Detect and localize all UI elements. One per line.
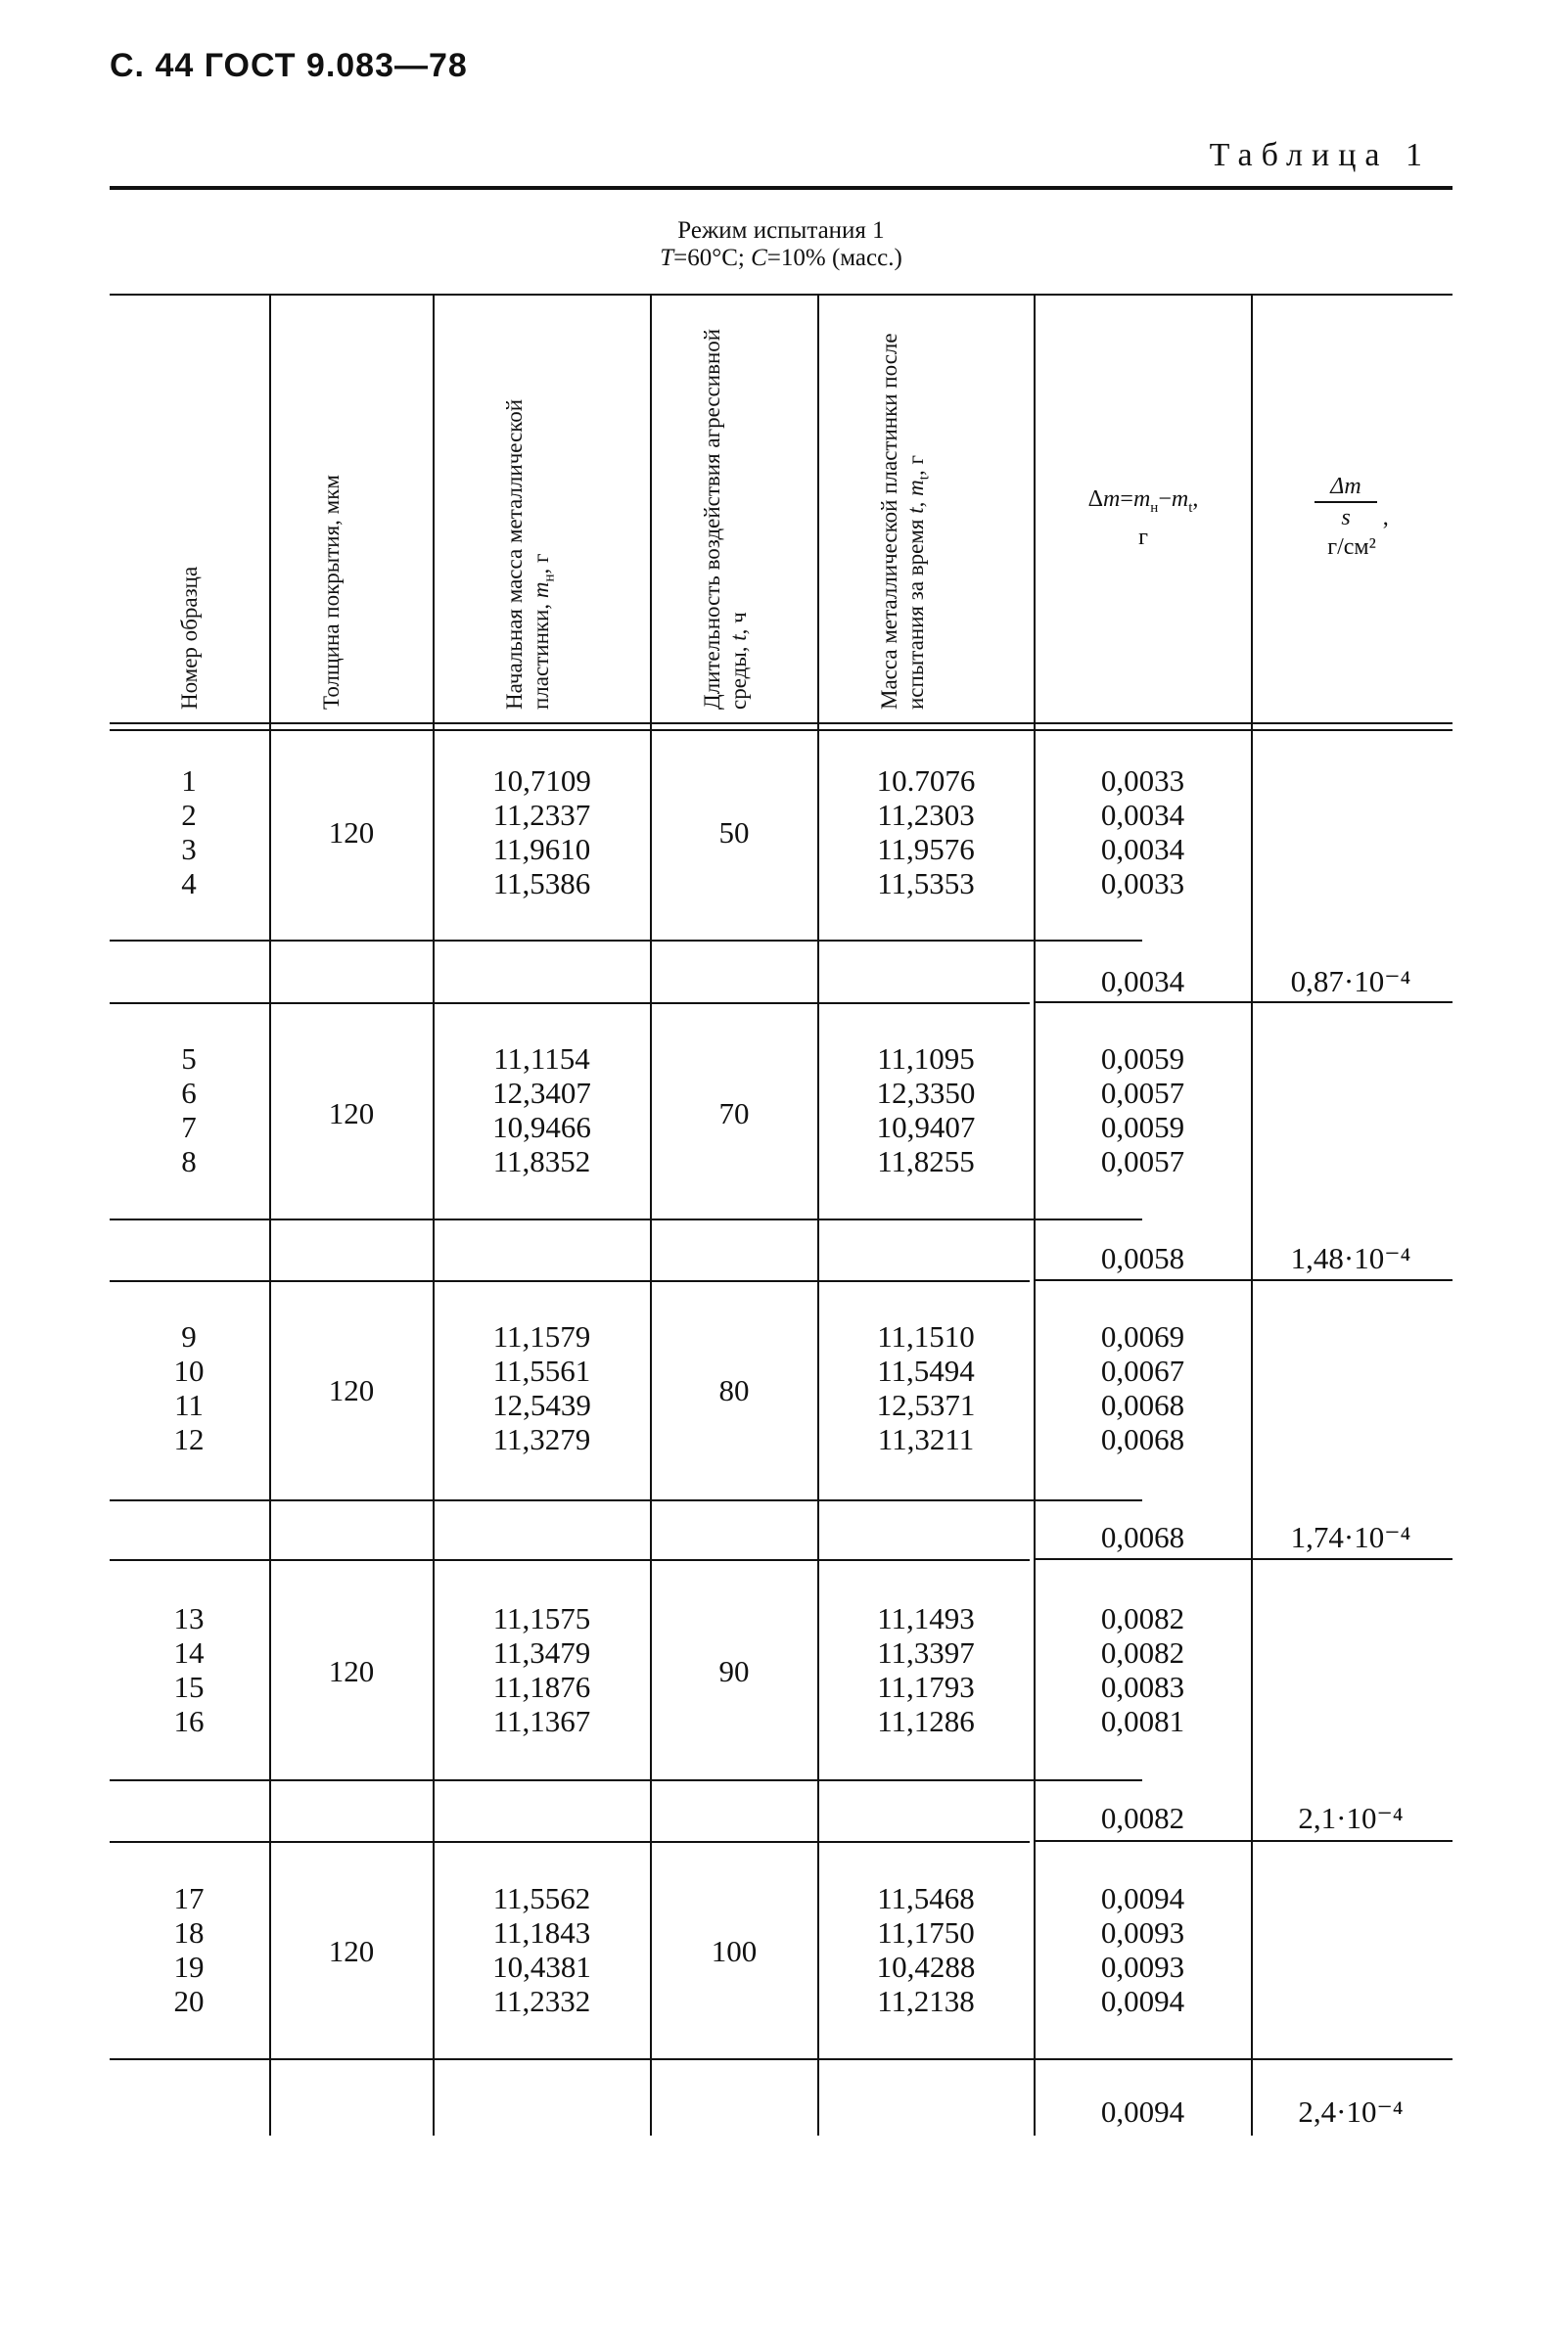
average-delta: 0,0034: [1100, 964, 1185, 998]
grid-vline: [433, 296, 435, 2136]
group-separator: [1036, 1558, 1453, 1560]
sample-numbers: 1 2 3 4: [181, 763, 197, 900]
group-separator: [1036, 1840, 1453, 1842]
mass-loss-per-area: 2,1·10⁻⁴: [1298, 1801, 1404, 1835]
mass-loss-per-area: 0,87·10⁻⁴: [1290, 964, 1411, 998]
group-separator: [110, 1559, 1030, 1561]
group-separator: [110, 2058, 1453, 2060]
mass-deltas: 0,0082 0,0082 0,0083 0,0081: [1100, 1601, 1185, 1738]
coating-thickness: 120: [328, 815, 375, 850]
header-thickness: Толщина покрытия, мкм: [319, 475, 344, 710]
exposure-duration: 50: [718, 815, 750, 850]
group-separator: [110, 1779, 1142, 1781]
exposure-duration: 80: [718, 1373, 750, 1407]
mass-deltas: 0,0059 0,0057 0,0059 0,0057: [1100, 1041, 1185, 1178]
group-separator: [110, 1219, 1142, 1220]
grid-vline: [1251, 296, 1253, 2136]
header-delta-m: $\Delta m=m_н-m_t$, г: [1087, 486, 1199, 550]
header-mass-after: Масса металлической пластинки после испытания за время t, $m_t$, г: [877, 333, 933, 710]
mass-loss-per-area: 1,74·10⁻⁴: [1290, 1520, 1411, 1554]
group-separator: [1036, 1001, 1453, 1003]
header-initial-mass: Начальная масса металлической пластинки, $m_н$, г: [502, 398, 558, 710]
grid-vline: [269, 296, 271, 2136]
average-delta: 0,0058: [1100, 1241, 1185, 1275]
sample-numbers: 9 10 11 12: [173, 1319, 205, 1456]
header-delta-m-per-s: $\frac{\Delta m}{s}$ , г/см²: [1259, 472, 1445, 562]
mass-deltas: 0,0094 0,0093 0,0093 0,0094: [1100, 1881, 1185, 2018]
test-mode-params: T=60°C; C=10% (масс.): [660, 245, 902, 271]
initial-masses: 11,5562 11,1843 10,4381 11,2332: [492, 1881, 591, 2018]
exposure-duration: 90: [718, 1654, 750, 1688]
average-delta: 0,0068: [1100, 1520, 1185, 1554]
mass-deltas: 0,0069 0,0067 0,0068 0,0068: [1100, 1319, 1185, 1456]
coating-thickness: 120: [328, 1373, 375, 1407]
mass-deltas: 0,0033 0,0034 0,0034 0,0033: [1100, 763, 1185, 900]
initial-masses: 11,1154 12,3407 10,9466 11,8352: [492, 1041, 591, 1178]
initial-masses: 11,1579 11,5561 12,5439 11,3279: [492, 1319, 591, 1456]
masses-after: 11,1510 11,5494 12,5371 11,3211: [876, 1319, 976, 1456]
group-separator: [110, 1499, 1142, 1501]
mass-loss-per-area: 1,48·10⁻⁴: [1290, 1241, 1411, 1275]
coating-thickness: 120: [328, 1934, 375, 1968]
average-delta: 0,0082: [1100, 1801, 1185, 1835]
group-separator: [1036, 1279, 1453, 1281]
sample-numbers: 5 6 7 8: [181, 1041, 197, 1178]
masses-after: 10.7076 11,2303 11,9576 11,5353: [876, 763, 976, 900]
exposure-duration: 100: [711, 1934, 758, 1968]
masses-after: 11,1493 11,3397 11,1793 11,1286: [877, 1601, 975, 1738]
group-separator: [110, 1280, 1030, 1282]
header-sample-no: Номер образца: [177, 566, 202, 710]
initial-masses: 10,7109 11,2337 11,9610 11,5386: [492, 763, 591, 900]
table-caption: Таблица 1: [1209, 137, 1431, 173]
page-header: С. 44 ГОСТ 9.083—78: [110, 47, 468, 84]
group-separator: [110, 1002, 1030, 1004]
mass-loss-per-area: 2,4·10⁻⁴: [1298, 2094, 1404, 2129]
header-bottom-rule: [110, 722, 1453, 724]
grid-vline: [817, 296, 819, 2136]
group-separator: [110, 1841, 1030, 1843]
average-delta: 0,0094: [1100, 2094, 1185, 2129]
header-bottom-rule: [110, 729, 1453, 731]
top-rule: [110, 186, 1453, 190]
header-duration: Длительность воздействия агрессивной среды, t, ч: [700, 328, 751, 710]
initial-masses: 11,1575 11,3479 11,1876 11,1367: [492, 1601, 591, 1738]
exposure-duration: 70: [718, 1096, 750, 1130]
coating-thickness: 120: [328, 1096, 375, 1130]
grid-vline: [650, 296, 652, 2136]
sample-numbers: 17 18 19 20: [173, 1881, 205, 2018]
coating-thickness: 120: [328, 1654, 375, 1688]
masses-after: 11,1095 12,3350 10,9407 11,8255: [876, 1041, 976, 1178]
test-mode-title: Режим испытания 1: [677, 217, 885, 244]
grid-vline: [1034, 296, 1036, 2136]
masses-after: 11,5468 11,1750 10,4288 11,2138: [876, 1881, 976, 2018]
group-separator: [110, 940, 1142, 942]
sample-numbers: 13 14 15 16: [173, 1601, 205, 1738]
